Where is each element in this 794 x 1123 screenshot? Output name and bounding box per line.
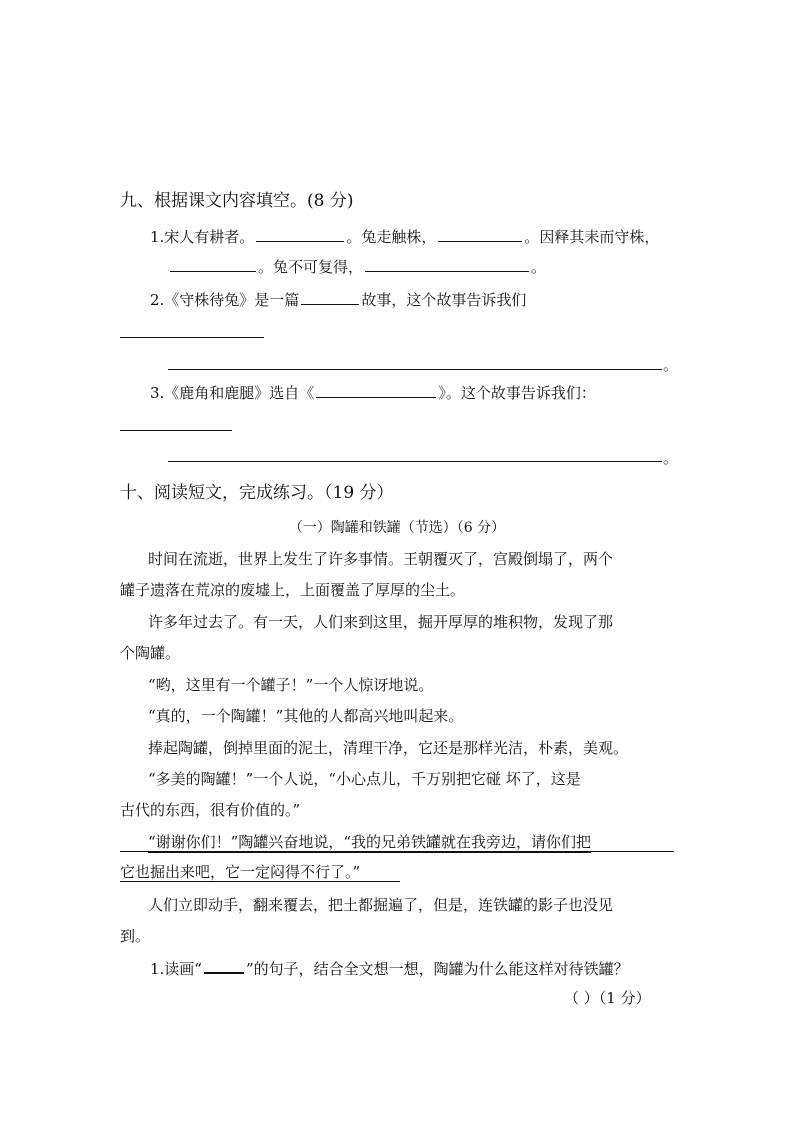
answer-line[interactable]: [168, 369, 662, 370]
underline-rule: [120, 851, 674, 852]
answer-line[interactable]: [168, 461, 662, 462]
passage-p8-line-1: 人们立即动手，翻来覆去，把土都掘遍了，但是，连铁罐的影子也没见: [148, 896, 614, 914]
answer-line[interactable]: [120, 337, 264, 338]
answer-blank[interactable]: [170, 257, 256, 272]
passage-p7-line-2: 它也掘出来吧，它一定闷得不行了。”: [120, 863, 361, 881]
q9-1-text-c: 。因释其耒而守株，: [524, 228, 660, 246]
q9-3-end: 。: [663, 449, 679, 467]
underlined-sentence: “谢谢你们！”陶罐兴奋地说，“我的兄弟铁罐就在我旁边，请你们把: [148, 833, 592, 851]
question-10-1: [150, 958, 629, 979]
passage-p6-line-2: 古代的东西，很有价值的。”: [120, 801, 301, 819]
answer-blank[interactable]: [365, 257, 529, 272]
q9-2-end: 。: [663, 356, 679, 374]
answer-blank[interactable]: [438, 227, 522, 242]
question-9-1-line-2: [168, 257, 546, 277]
answer-blank[interactable]: [316, 383, 436, 398]
section-10-heading: 十、阅读短文，完成练习。（19 分）: [120, 483, 394, 503]
q9-1-text-b: 。兔走触株，: [346, 228, 437, 246]
section-9-heading: 九、根据课文内容填空。(8 分): [120, 191, 354, 211]
passage-p5: 捧起陶罐，倒掉里面的泥土，清理干净，它还是那样光洁，朴素，美观。: [148, 739, 629, 757]
passage-p1-line-1: 时间在流逝，世界上发生了许多事情。王朝覆灭了，宫殿倒塌了，两个: [148, 550, 614, 568]
q9-1-text-a: 1.宋人有耕者。: [150, 228, 255, 246]
passage-p8-line-2: 到。: [120, 927, 151, 945]
question-9-2-line-1: [150, 290, 526, 310]
question-9-1-line-1: [150, 227, 659, 247]
q10-1-text-b: ”的句子，结合全文想一想，陶罐为什么能这样对待铁罐？: [245, 960, 629, 978]
passage-p2-line-1: 许多年过去了。有一天，人们来到这里，掘开厚厚的堆积物，发现了那: [148, 613, 614, 631]
answer-blank[interactable]: [256, 227, 344, 242]
answer-blank[interactable]: [301, 290, 359, 305]
underline-rule: [120, 881, 400, 882]
q9-2-text-a: 2.《守株待兔》是一篇: [150, 291, 300, 309]
passage-p4: “真的，一个陶罐！”其他的人都高兴地叫起来。: [148, 707, 464, 725]
q9-3-text-a: 3.《鹿角和鹿腿》选自《: [150, 384, 315, 402]
question-9-3-line-1: [150, 383, 596, 403]
underline-marker: [204, 958, 244, 974]
passage-p7-line-1: [148, 832, 591, 852]
q9-2-text-b: 故事，这个故事告诉我们: [361, 291, 527, 309]
answer-line[interactable]: [120, 430, 232, 431]
q9-1-text-d: 。兔不可复得，: [258, 258, 364, 276]
passage-title: （一）陶罐和铁罐（节选）（6 分）: [288, 520, 506, 536]
q9-1-text-e: 。: [531, 258, 547, 276]
q10-1-text-a: 1.读画“: [150, 960, 202, 978]
passage-p6-line-1: “多美的陶罐！”一个人说，“小心点儿，千万别把它碰 坏了，这是: [148, 770, 581, 788]
q10-1-score: （ ）（1 分）: [564, 989, 651, 1007]
q9-3-text-b: 》。这个故事告诉我们：: [438, 384, 596, 402]
passage-p2-line-2: 个陶罐。: [120, 644, 181, 662]
passage-p1-line-2: 罐子遗落在荒凉的废墟上，上面覆盖了厚厚的尘土。: [120, 581, 466, 599]
passage-p3: “哟，这里有一个罐子！”一个人惊讶地说。: [148, 676, 434, 694]
